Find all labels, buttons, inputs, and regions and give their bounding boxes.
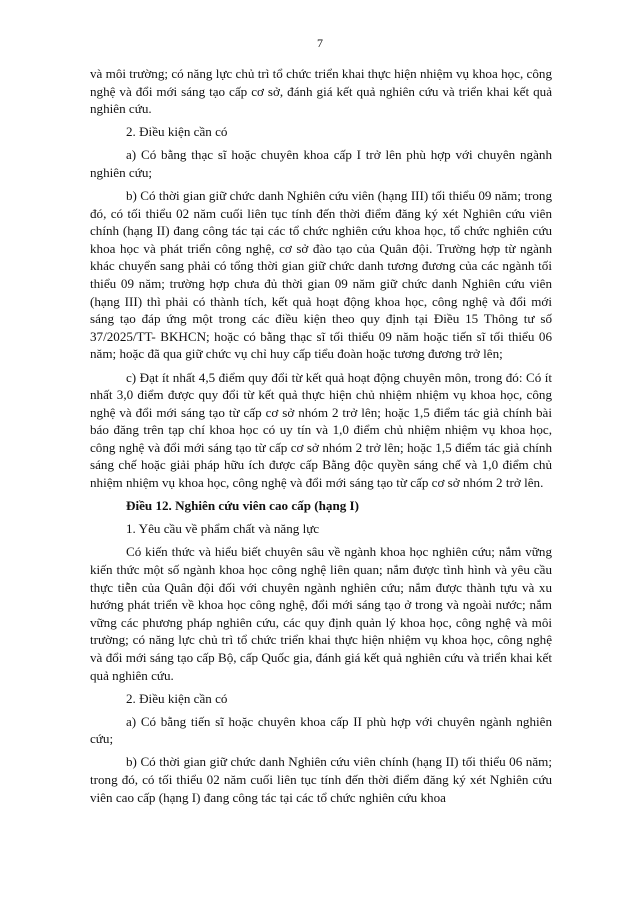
paragraph-continuation: và môi trường; có năng lực chủ trì tổ chức triển khai thực hiện nhiệm vụ khoa học, công nghệ và đổi mới sáng tạo cấp cơ sở, đánh giá kết quả nghiên cứu và triển khai kết quả nghiên cứu. (90, 66, 552, 117)
paragraph-condition-b: b) Có thời gian giữ chức danh Nghiên cứu viên (hạng III) tối thiểu 09 năm; trong đó, có tối thiểu 02 năm cuối liên tục tính đến thời điểm đăng ký xét Nghiên cứu viên chính (hạng II) đang công tác tại các tổ chức nghiên cứu khoa học, tổ chức nghiên cứu khoa học và phát triển công nghệ, cơ sở đào tạo của Quân đội. Trường hợp từ ngành khác chuyển sang phải có tổng thời gian giữ chức danh tương đương của các ngành tối thiểu 09 năm; trường hợp chưa đủ thời gian 09 năm giữ chức danh Nghiên cứu viên (hạng III) thì phải có thành tích, kết quả hoạt động khoa học, công nghệ và đổi mới sáng tạo đáp ứng một trong các điều kiện theo quy định tại Điều 15 Thông tư số 37/2025/TT- BKHCN; hoặc có bằng thạc sĩ tối thiểu 09 năm hoặc tiến sĩ tối thiểu 06 năm; hoặc đã qua giữ chức vụ chỉ huy cấp tiểu đoàn hoặc tương đương trở lên; (90, 188, 552, 362)
section-heading-conditions: 2. Điều kiện cần có (126, 124, 228, 140)
paragraph-condition-b-2: b) Có thời gian giữ chức danh Nghiên cứu viên chính (hạng II) tối thiểu 06 năm; trong đó, có tối thiểu 02 năm cuối liên tục tính đến thời điểm đăng ký xét Nghiên cứu viên cao cấp (hạng I) đang công tác tại các tổ chức nghiên cứu khoa (90, 754, 552, 805)
article-heading-12: Điều 12. Nghiên cứu viên cao cấp (hạng I) (126, 498, 360, 514)
paragraph-requirements: Có kiến thức và hiểu biết chuyên sâu về ngành khoa học nghiên cứu; nắm vững kiến thức một số ngành khoa học công nghệ liên quan; nắm được tình hình và yêu cầu thực tiễn của Quân đội đối với chuyên ngành nghiên cứu; nắm được thành tựu và xu hướng phát triển về khoa học công nghệ, đổi mới sáng tạo ở trong và ngoài nước; nắm vững các phương pháp nghiên cứu, các quy định quản lý khoa học, công nghệ và môi trường; có năng lực chủ trì tổ chức triển khai thực hiện nhiệm vụ khoa học, công nghệ và đổi mới sáng tạo cấp Bộ, cấp Quốc gia, đánh giá kết quả nghiên cứu và triển khai kết quả nghiên cứu. (90, 544, 552, 683)
paragraph-condition-c: c) Đạt ít nhất 4,5 điểm quy đổi từ kết quả hoạt động chuyên môn, trong đó: Có ít nhất 3,0 điểm được quy đổi từ kết quả thực hiện chủ nhiệm nhiệm vụ khoa học, công nghệ và đổi mới sáng tạo từ cấp cơ sở nhóm 2 trở lên; hoặc 1,5 điểm tác giả chính bài báo đăng trên tạp chí khoa học có uy tín và 1,0 điểm chủ nhiệm nhiệm vụ khoa học, công nghệ và đổi mới sáng tạo từ cấp cơ sở nhóm 2 trở lên; hoặc 1,5 điểm tác giả chính sáng chế hoặc giải pháp hữu ích được cấp Bằng độc quyền sáng chế và 1,0 điểm chủ nhiệm nhiệm vụ khoa học, công nghệ và đổi mới sáng tạo từ cấp cơ sở nhóm 2 trở lên. (90, 369, 552, 491)
page-number: 7 (317, 36, 323, 50)
paragraph-condition-a: a) Có bằng thạc sĩ hoặc chuyên khoa cấp I trở lên phù hợp với chuyên ngành nghiên cứu; (90, 147, 552, 180)
paragraph-condition-a-2: a) Có bằng tiến sĩ hoặc chuyên khoa cấp II phù hợp với chuyên ngành nghiên cứu; (90, 713, 552, 747)
section-heading-requirements: 1. Yêu cầu về phẩm chất và năng lực (126, 521, 320, 537)
section-heading-conditions-2: 2. Điều kiện cần có (126, 690, 228, 706)
document-body (90, 65, 552, 806)
